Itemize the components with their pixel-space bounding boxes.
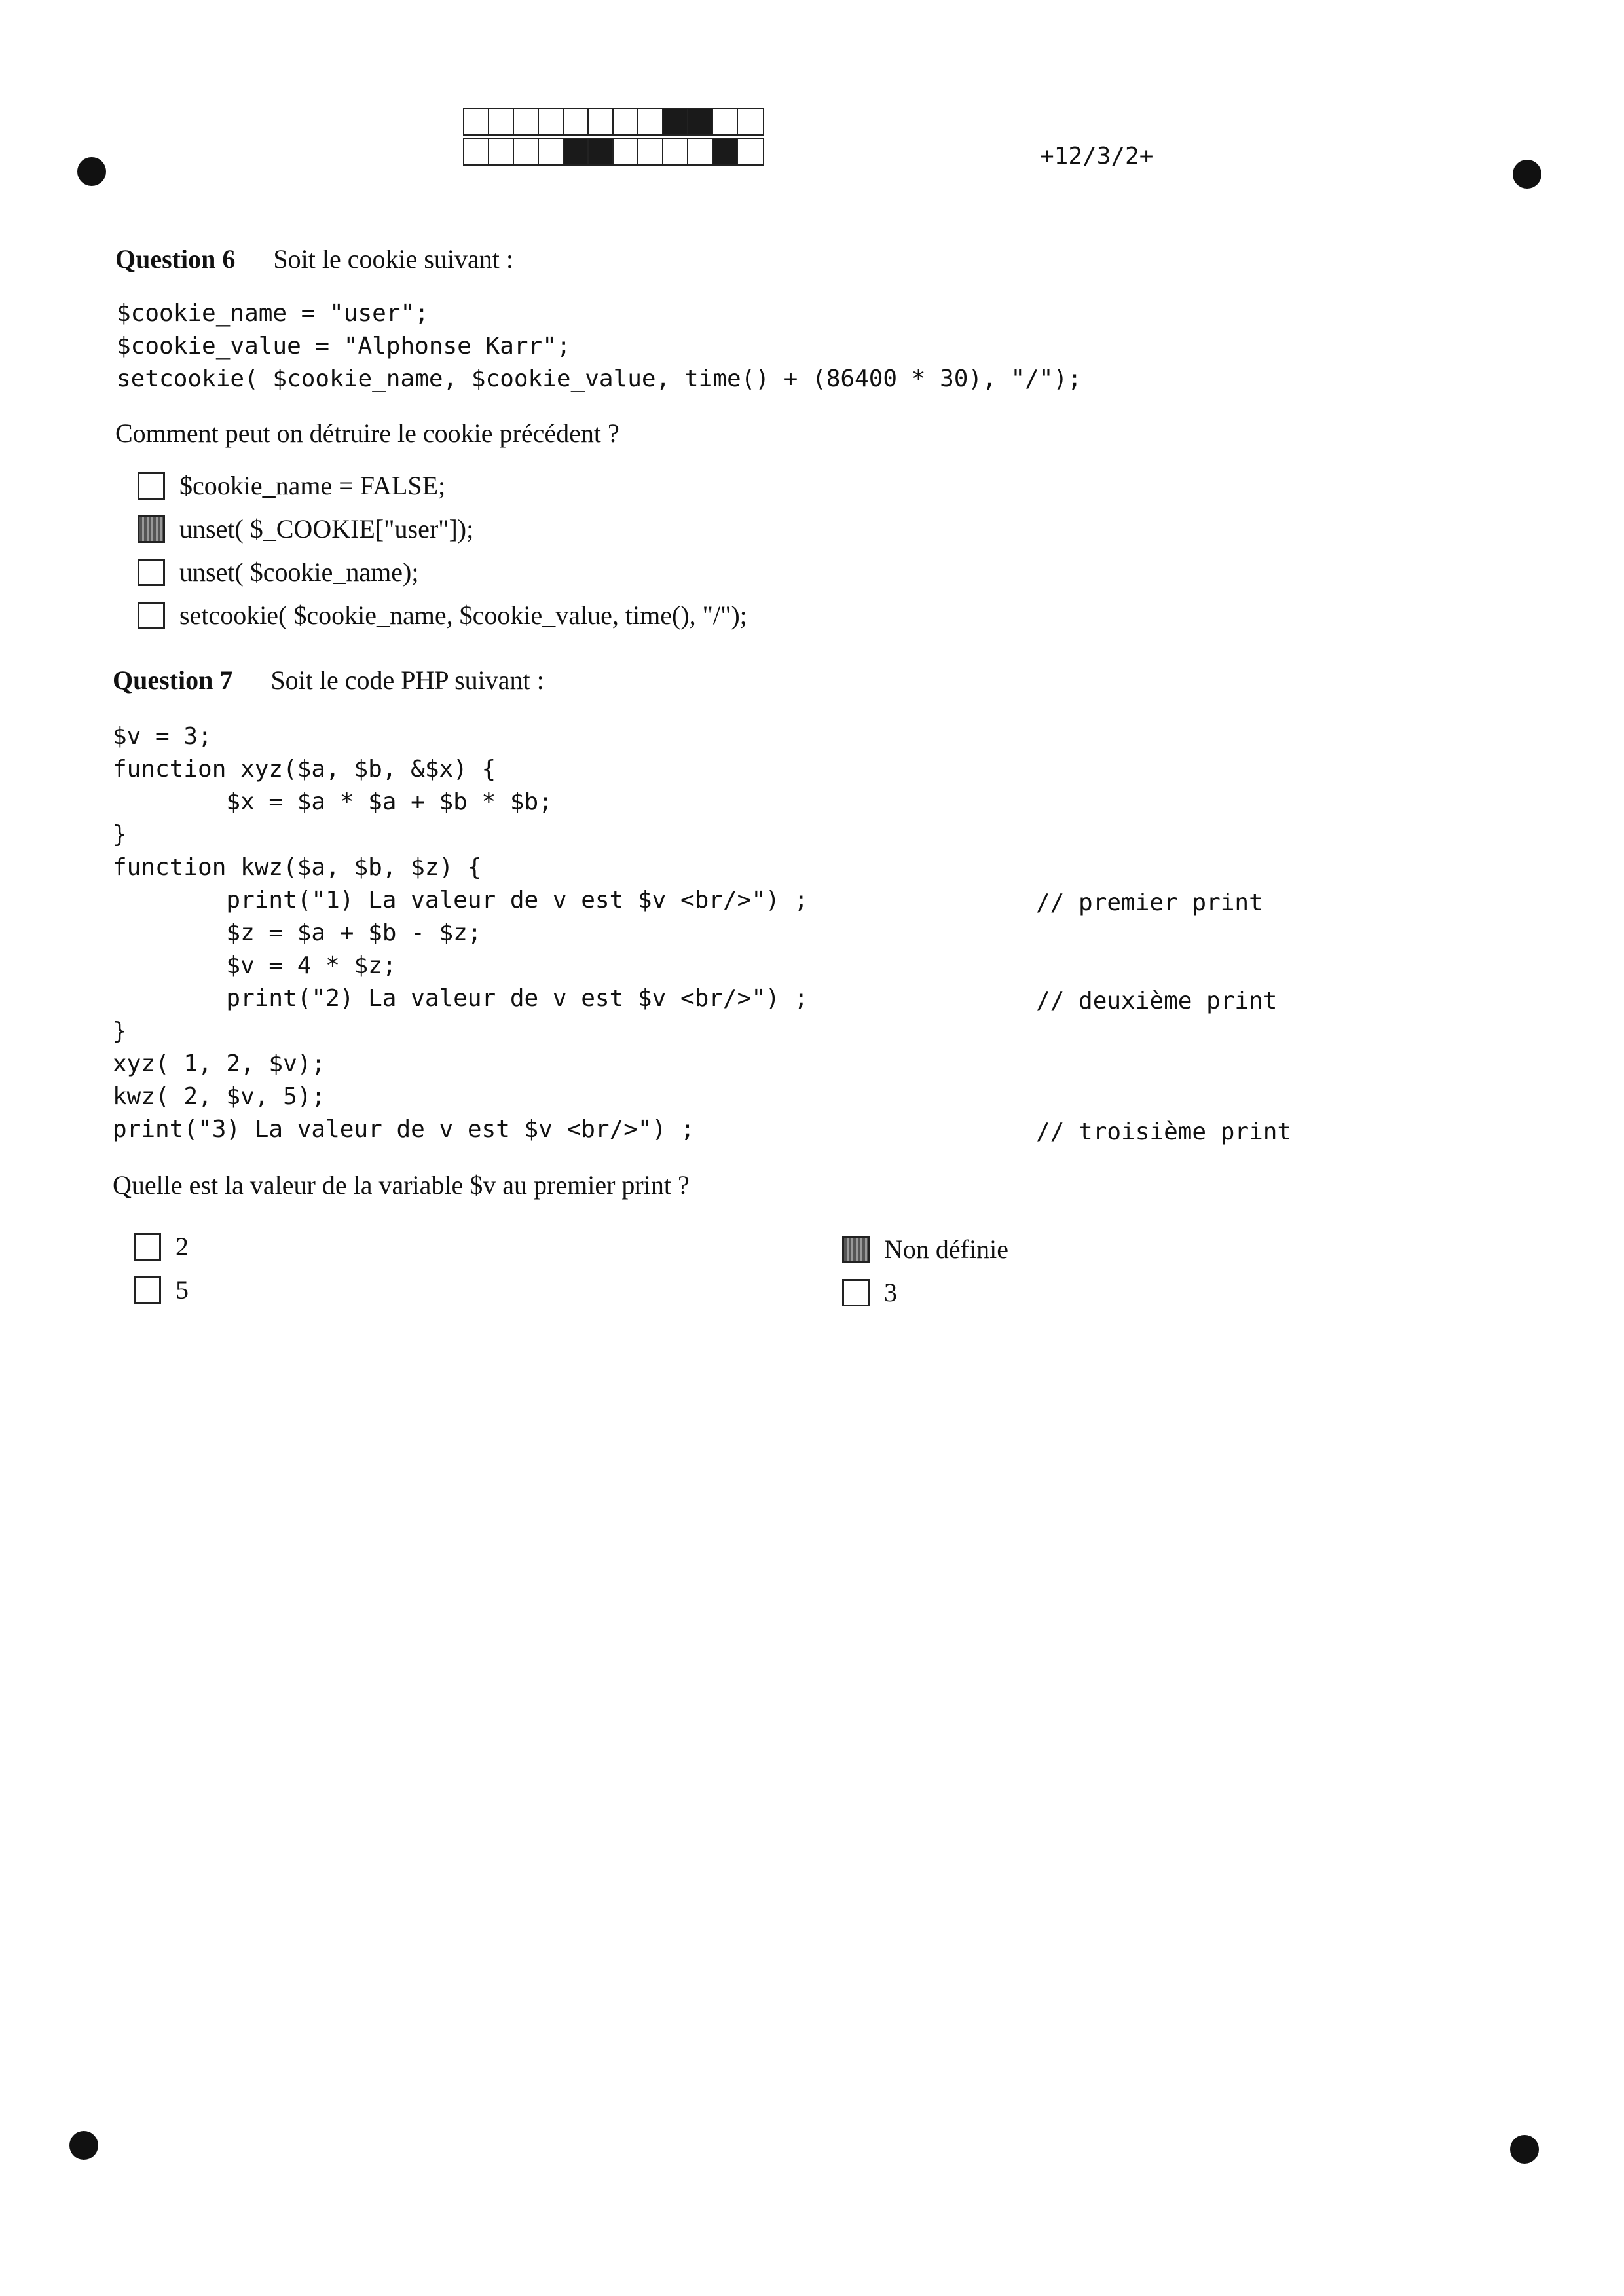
code-line: kwz( 2, $v, 5); [113, 1083, 326, 1110]
checkbox[interactable] [138, 559, 165, 586]
code-line: print("3) La valeur de v est $v <br/>") ; [113, 1116, 695, 1143]
grid-cell [489, 109, 514, 134]
comment-premier-print: // premier print [1036, 889, 1263, 916]
code-line: $v = 3; [113, 723, 212, 750]
grid-cell [688, 139, 713, 164]
question-7-number: Question 7 [113, 665, 233, 695]
question-6-number: Question 6 [115, 244, 236, 274]
code-line: $x = $a * $a + $b * $b; [113, 788, 553, 815]
question-6-header [115, 244, 513, 274]
code-line: $v = 4 * $z; [113, 952, 397, 979]
grid-cell [489, 139, 514, 164]
option-label: 2 [175, 1232, 189, 1261]
comment-deuxieme-print: // deuxième print [1036, 988, 1278, 1014]
grid-cell [688, 109, 713, 134]
grid-cell [589, 109, 614, 134]
checkbox[interactable] [134, 1276, 161, 1304]
code-line: xyz( 1, 2, $v); [113, 1050, 326, 1077]
option-label: Non définie [884, 1234, 1008, 1264]
registration-mark-bottom-right [1510, 2135, 1539, 2164]
question-7-intro: Soit le code PHP suivant : [270, 665, 544, 695]
registration-mark-bottom-left [69, 2131, 98, 2160]
grid-cell [614, 109, 638, 134]
code-line: $z = $a + $b - $z; [113, 919, 482, 946]
grid-cell [614, 139, 638, 164]
code-line: print("1) La valeur de v est $v <br/>") ; [113, 887, 809, 914]
grid-cell [464, 109, 489, 134]
grid-cell [514, 109, 539, 134]
grid-cell [663, 109, 688, 134]
code-line: print("2) La valeur de v est $v <br/>") ; [113, 985, 809, 1012]
id-code-grid-bottom [463, 138, 764, 166]
grid-cell [589, 139, 614, 164]
question-6-prompt: Comment peut on détruire le cookie précédent ? [115, 418, 619, 448]
registration-mark-top-left [77, 157, 106, 186]
grid-cell [738, 109, 763, 134]
q6-option-1[interactable] [138, 470, 445, 501]
q7-option-3[interactable] [842, 1277, 897, 1308]
checkbox[interactable] [138, 472, 165, 500]
id-code-grid-top [463, 108, 764, 136]
code-line: function kwz($a, $b, $z) { [113, 854, 482, 881]
option-label: unset( $cookie_name); [179, 557, 419, 587]
code-line: } [113, 1018, 127, 1045]
option-label: 5 [175, 1275, 189, 1305]
q6-option-3[interactable] [138, 557, 418, 587]
comment-troisieme-print: // troisième print [1036, 1119, 1292, 1145]
option-label: unset( $_COOKIE["user"]); [179, 514, 474, 544]
grid-cell [738, 139, 763, 164]
grid-cell [564, 139, 589, 164]
q7-option-2[interactable] [134, 1231, 189, 1262]
grid-cell [638, 139, 663, 164]
q7-option-5[interactable] [134, 1274, 189, 1305]
page-identifier: +12/3/2+ [1040, 143, 1154, 170]
question-7-code [113, 720, 808, 1146]
code-line: $cookie_name = "user"; [117, 300, 429, 327]
grid-cell [713, 139, 738, 164]
grid-cell [713, 109, 738, 134]
code-line: setcookie( $cookie_name, $cookie_value, time() + (86400 * 30), "/"); [117, 365, 1082, 392]
code-line: $cookie_value = "Alphonse Karr"; [117, 333, 571, 360]
checkbox[interactable] [138, 515, 165, 543]
code-line: function xyz($a, $b, &$x) { [113, 756, 496, 783]
option-label: 3 [884, 1278, 897, 1307]
grid-cell [539, 139, 564, 164]
question-7-prompt: Quelle est la valeur de la variable $v au premier print ? [113, 1170, 690, 1200]
checkbox[interactable] [842, 1279, 870, 1306]
checkbox[interactable] [138, 602, 165, 629]
question-7-header [113, 665, 544, 695]
question-6-intro: Soit le cookie suivant : [273, 244, 513, 274]
code-line: } [113, 821, 127, 848]
option-label: $cookie_name = FALSE; [179, 471, 446, 500]
q6-option-4[interactable] [138, 600, 747, 631]
option-label: setcookie( $cookie_name, $cookie_value, time(), "/"); [179, 601, 747, 630]
grid-cell [539, 109, 564, 134]
checkbox[interactable] [842, 1236, 870, 1263]
checkbox[interactable] [134, 1233, 161, 1261]
question-6-code [117, 297, 1082, 396]
registration-mark-top-right [1513, 160, 1541, 189]
grid-cell [464, 139, 489, 164]
grid-cell [638, 109, 663, 134]
q6-option-2[interactable] [138, 513, 473, 544]
grid-cell [514, 139, 539, 164]
q7-option-non-definie[interactable] [842, 1234, 1008, 1265]
grid-cell [564, 109, 589, 134]
grid-cell [663, 139, 688, 164]
